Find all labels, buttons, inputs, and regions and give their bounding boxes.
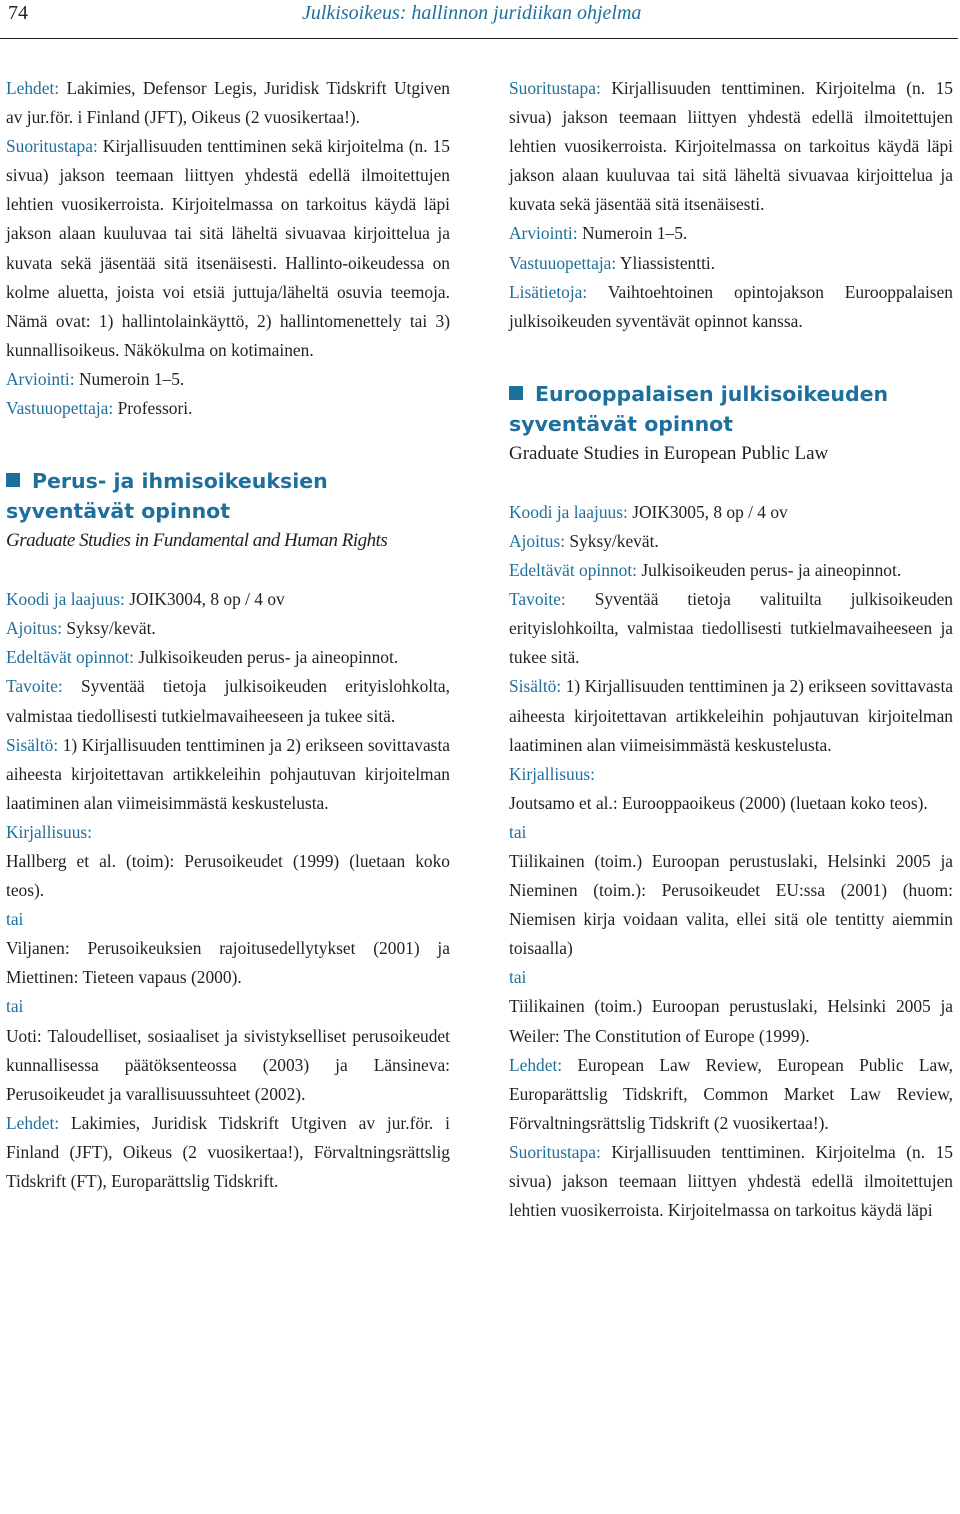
- right-column: [509, 74, 953, 1225]
- tavoite: [6, 672, 450, 730]
- field-label: Edeltävät opinnot:: [6, 647, 134, 668]
- field-text: JOIK3005, 8 op / 4 ov: [632, 501, 788, 522]
- literature-item: Tiilikainen (toim.) Euroopan perustuslaki, Helsinki 2005 ja Weiler: The Constitution of Europe (1999).: [509, 996, 953, 1046]
- course-heading-line2: syventävät opinnot: [509, 411, 734, 436]
- or-separator: tai: [509, 967, 527, 988]
- field-text: Syksy/kevät.: [569, 530, 659, 551]
- field-label: Koodi ja laajuus:: [6, 589, 125, 610]
- field-text: Vaihtoehtoinen opintojakson Eurooppalaisen julkisoikeuden syventävät opinnot kanssa.: [509, 281, 953, 331]
- edeltavat: [6, 643, 450, 672]
- field-label: Lisätietoja:: [509, 281, 588, 302]
- heading-square-icon: [6, 473, 20, 487]
- ajoitus: [6, 614, 450, 643]
- course-subtitle: Graduate Studies in European Public Law: [509, 442, 829, 464]
- or-separator: tai: [6, 909, 24, 930]
- field-text: Numeroin 1–5.: [78, 368, 185, 389]
- field-label: Lehdet:: [509, 1054, 563, 1075]
- field-text: Kirjallisuuden tenttiminen sekä kirjoitelma (n. 15 sivua) jakson teemaan liittyen yhdestä edellä ilmoitettujen lehtien vuosikerroista. Kirjoitelmassa on tarkoitus käydä läpi jakson alaan kuuluvaa tai sitä läheltä sivuavaa kirjoittelua ja kuvata sekä jäsentää sitä itsenäisesti. Hallinto-oikeudessa on kolme aluetta, joista voi etsiä juttuja/läheltä osuvia teemoja. Nämä ovat: 1) hallintolainkäyttö, 2) hallintomenettely tai 3) kunnallisoikeus. Näkökulma on kotimainen.: [6, 136, 450, 360]
- field-label: Lehdet:: [6, 1112, 60, 1133]
- literature-item: Hallberg et al. (toim): Perusoikeudet (1999) (luetaan koko teos).: [6, 850, 450, 901]
- field-label: Arviointi:: [509, 223, 578, 244]
- lisatietoja: [509, 278, 953, 336]
- intro-arviointi: [6, 365, 450, 394]
- field-label: Tavoite:: [509, 589, 566, 610]
- tavoite: [509, 585, 953, 672]
- lehdet: [6, 1109, 450, 1196]
- field-label: Suoritustapa:: [6, 136, 98, 157]
- field-text: 1) Kirjallisuuden tenttiminen ja 2) erikseen sovittavasta aiheesta kirjoitettavan artikkeleihin pohjautuvan kirjoitelman laatiminen alan viimeisimmästä keskustelusta.: [6, 734, 450, 813]
- arviointi: [509, 219, 953, 248]
- field-text: Syksy/kevät.: [66, 618, 156, 639]
- sisalto: [6, 731, 450, 818]
- spacer: [509, 469, 953, 498]
- field-label: Tavoite:: [6, 676, 63, 697]
- field-label: Koodi ja laajuus:: [509, 501, 628, 522]
- course-heading-line2: syventävät opinnot: [6, 499, 231, 524]
- literature-item: Uoti: Taloudelliset, sosiaaliset ja sivistykselliset perusoikeudet kunnallisessa päätöksenteossa (2003) ja Länsineva: Perusoikeudet ja varallisuussuhteet (2002).: [6, 1025, 450, 1104]
- field-text: Lakimies, Juridisk Tidskrift Utgiven av jur.för. i Finland (JFT), Oikeus (2 vuosikertaa!), Förvaltningsrättslig Tidskrift (FT), Europarättslig Tidskrift.: [6, 1112, 450, 1191]
- field-text: Numeroin 1–5.: [581, 223, 688, 244]
- intro-lehdet: [6, 74, 450, 132]
- or-separator: tai: [6, 996, 24, 1017]
- spacer: [6, 423, 450, 466]
- edeltavat: [509, 556, 953, 585]
- intro-suoritustapa: [6, 132, 450, 365]
- field-label: Suoritustapa:: [509, 78, 601, 98]
- field-text: JOIK3004, 8 op / 4 ov: [129, 589, 285, 610]
- suoritustapa-continued: [509, 1138, 953, 1225]
- koodi: [6, 585, 450, 614]
- left-column: [6, 74, 450, 1196]
- page-header: [0, 0, 960, 40]
- kirjallisuus-label: Kirjallisuus:: [509, 763, 595, 784]
- vastuuopettaja: [509, 249, 953, 278]
- literature-item: Tiilikainen (toim.) Euroopan perustuslaki, Helsinki 2005 ja Nieminen (toim.): Perusoikeudet EU:ssa (2001) (huom: Niemisen kirja voidaan valita, ellei sitä ole tentitty aiemmin toisaalla): [509, 850, 953, 959]
- course-subtitle: Graduate Studies in Fundamental and Human Rights: [6, 530, 388, 552]
- spacer: [509, 336, 953, 379]
- lehdet: [509, 1051, 953, 1138]
- field-label: Lehdet:: [6, 78, 60, 98]
- page-number: 74: [8, 2, 28, 24]
- course-heading: Perus- ja ihmisoikeuksien: [6, 466, 450, 496]
- running-title: Julkisoikeus: hallinnon juridiikan ohjelma: [302, 2, 642, 24]
- field-text: Kirjallisuuden tenttiminen. Kirjoitelma (n. 15 sivua) jakson teemaan liittyen yhdestä edellä ilmoitettujen lehtien vuosikerroista. Kirjoitelmassa on tarkoitus käydä läpi: [509, 1141, 953, 1221]
- field-label: Arviointi:: [6, 368, 75, 389]
- field-label: Suoritustapa:: [509, 1141, 601, 1162]
- kirjallisuus-label: Kirjallisuus:: [6, 821, 92, 842]
- field-text: Julkisoikeuden perus- ja aineopinnot.: [641, 560, 902, 581]
- field-label: Vastuuopettaja:: [6, 398, 114, 419]
- sisalto: [509, 672, 953, 759]
- course-heading: Eurooppalaisen julkisoikeuden: [509, 379, 953, 409]
- field-text: Syventää tietoja julkisoikeuden erityislohkolta, valmistaa tiedollisesti tutkielmavaiheeseen ja tukee sitä.: [6, 676, 450, 726]
- field-label: Ajoitus:: [6, 618, 63, 639]
- field-label: Sisältö:: [6, 734, 59, 755]
- suoritustapa: [509, 74, 953, 219]
- ajoitus: [509, 527, 953, 556]
- spacer: [6, 556, 450, 585]
- koodi: [509, 498, 953, 527]
- field-text: European Law Review, European Public Law, Europarättslig Tidskrift, Common Market Law Review, Förvaltningsrättslig Tidskrift (2 vuosikertaa!).: [509, 1054, 953, 1133]
- header-rule: [0, 38, 958, 39]
- or-separator: tai: [509, 821, 527, 842]
- field-text: Syventää tietoja valituilta julkisoikeuden erityislohkoilta, valmistaa tiedollisesti tutkielmavaiheeseen ja tukee sitä.: [509, 589, 953, 668]
- field-text: Yliassistentti.: [619, 252, 716, 273]
- field-text: 1) Kirjallisuuden tenttiminen ja 2) erikseen sovittavasta aiheesta kirjoitettavan artikkeleihin pohjautuvan kirjoitelman laatiminen alan viimeisimmästä keskustelusta.: [509, 676, 953, 755]
- field-text: Lakimies, Defensor Legis, Juridisk Tidskrift Utgiven av jur.för. i Finland (JFT), Oikeus (2 vuosikertaa!).: [6, 78, 450, 128]
- literature-item: Joutsamo et al.: Eurooppaoikeus (2000) (luetaan koko teos).: [509, 792, 928, 813]
- field-label: Ajoitus:: [509, 530, 566, 551]
- field-label: Sisältö:: [509, 676, 562, 697]
- field-label: Vastuuopettaja:: [509, 252, 617, 273]
- literature-item: Viljanen: Perusoikeuksien rajoitusedellytykset (2001) ja Miettinen: Tieteen vapaus (2000).: [6, 938, 450, 988]
- heading-square-icon: [509, 386, 523, 400]
- field-text: Professori.: [117, 398, 193, 419]
- field-text: Julkisoikeuden perus- ja aineopinnot.: [138, 647, 399, 668]
- field-label: Edeltävät opinnot:: [509, 560, 637, 581]
- field-text: Kirjallisuuden tenttiminen. Kirjoitelma (n. 15 sivua) jakson teemaan liittyen yhdestä edellä ilmoitettujen lehtien vuosikerroista. Kirjoitelmassa on tarkoitus käydä läpi jakson alaan kuuluvaa tai sitä läheltä sivuavaa kirjoittelua ja kuvata sekä jäsentää sitä itsenäisesti.: [509, 78, 953, 215]
- intro-vastuuopettaja: [6, 394, 450, 423]
